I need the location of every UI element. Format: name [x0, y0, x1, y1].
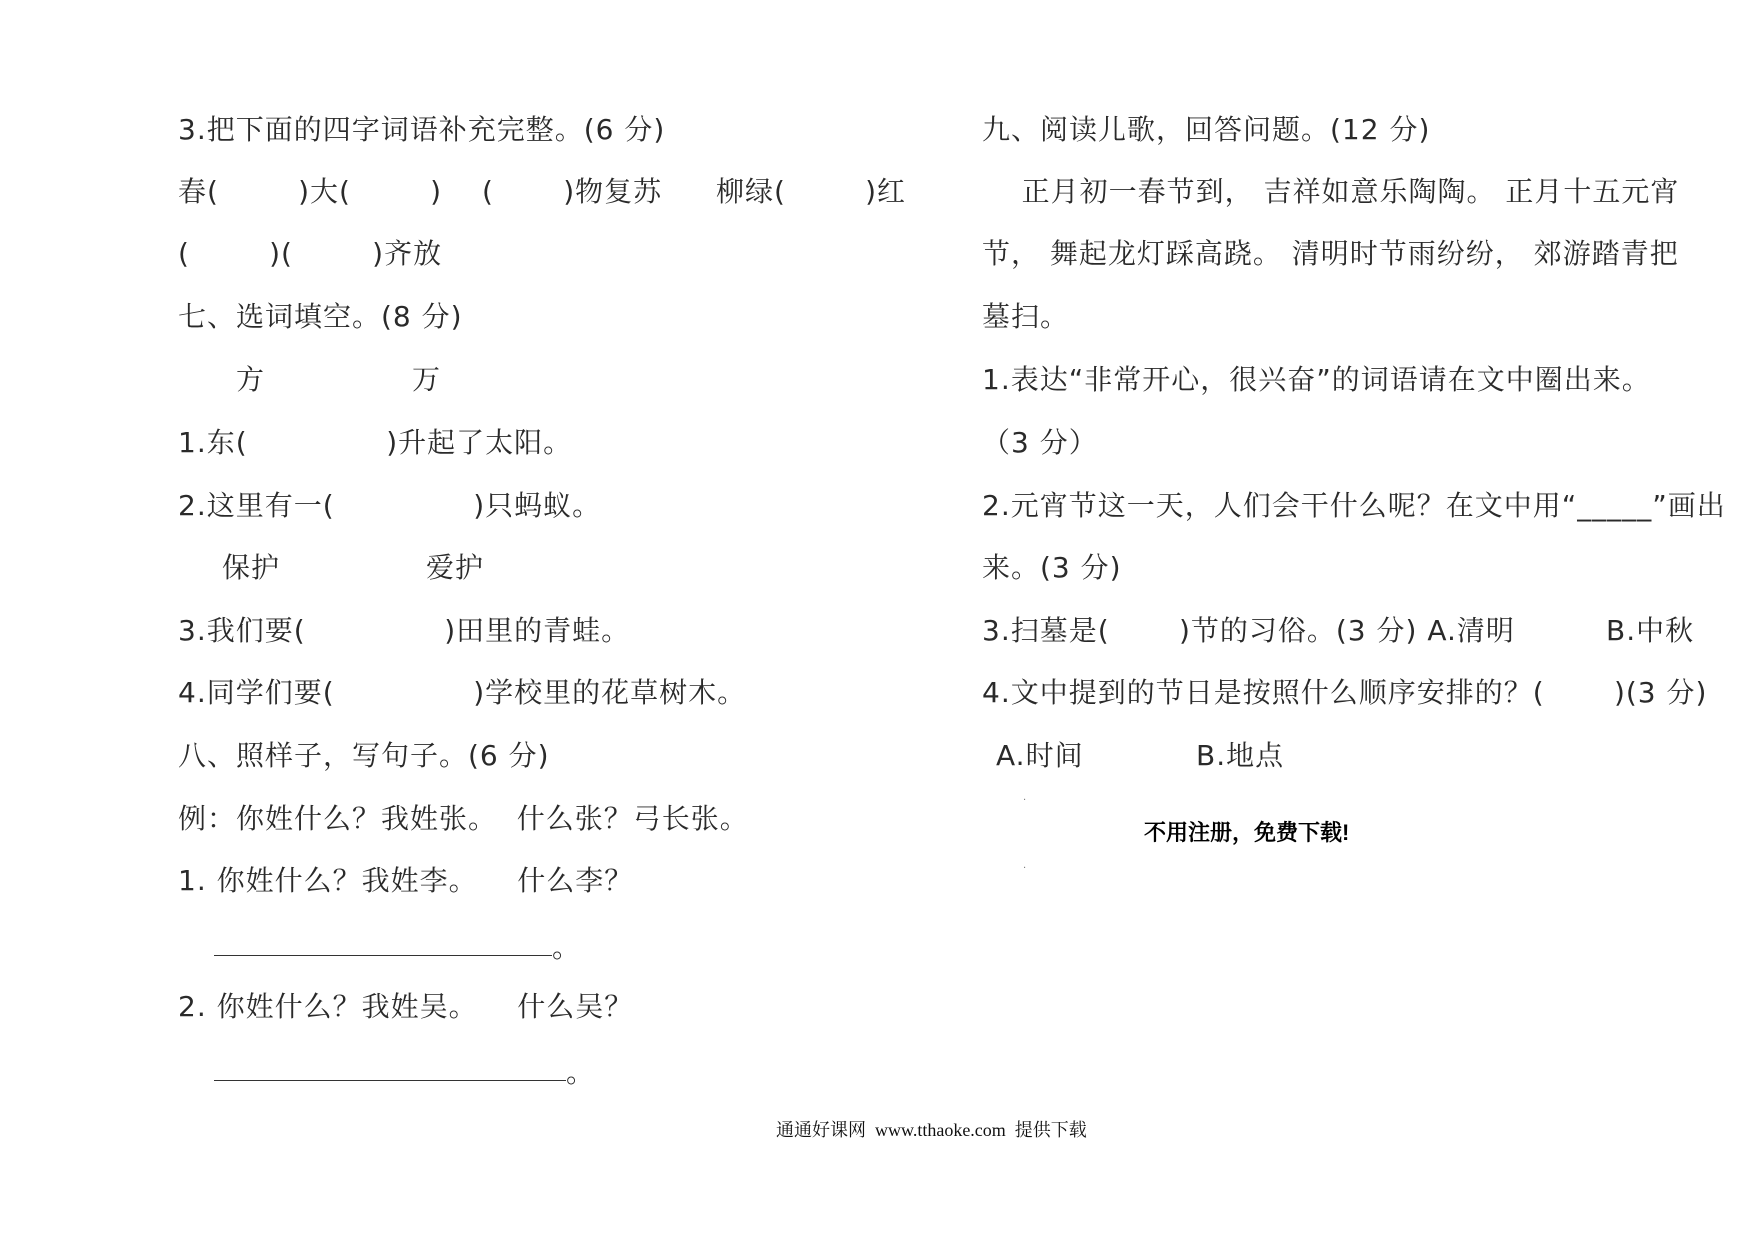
- scan-speck: ·: [1023, 795, 1027, 806]
- poem-line: 节， 舞起龙灯踩高跷。 清明时节雨纷纷， 郊游踏青把: [982, 237, 1679, 270]
- section9-option: A.时间: [996, 739, 1084, 772]
- q3-row1-item2: ( )物复苏: [482, 175, 663, 208]
- section7-word-option: 保护: [222, 551, 281, 584]
- section9-question: 2.元宵节这一天，人们会干什么呢？在文中用“_____”画出: [982, 489, 1726, 522]
- section9-question: 3.扫墓是( )节的习俗。(3 分) A.清明: [982, 614, 1515, 647]
- poem-line: 墓扫。: [982, 300, 1070, 333]
- section8-example: 例：你姓什么？我姓张。 什么张？弓长张。: [178, 802, 749, 835]
- section9-option: B.地点: [1196, 739, 1285, 772]
- answer-blank-period: 。: [552, 931, 582, 964]
- section7-question: 4.同学们要( )学校里的花草树木。: [178, 676, 747, 709]
- section9-question: 1.表达“非常开心，很兴奋”的词语请在文中圈出来。: [982, 363, 1651, 396]
- q3-row2: ( )( )齐放: [178, 237, 443, 270]
- section8-question: 2. 你姓什么？我姓吴。 什么吴？: [178, 990, 634, 1023]
- section7-question: 2.这里有一( )只蚂蚁。: [178, 489, 602, 522]
- page-footer: 通通好课网 www.tthaoke.com 提供下载: [776, 1120, 1087, 1140]
- section9-question-points: （3 分）: [982, 426, 1098, 459]
- download-notice: 不用注册，免费下载!: [1144, 820, 1350, 845]
- section7-question: 3.我们要( )田里的青蛙。: [178, 614, 631, 647]
- q3-row1-item1: 春( )大( ): [178, 175, 443, 208]
- section9-question-cont: 来。(3 分): [982, 551, 1122, 584]
- section9-title: 九、阅读儿歌，回答问题。(12 分): [982, 113, 1431, 146]
- section9-option: B.中秋: [1606, 614, 1695, 647]
- section7-title: 七、选词填空。(8 分): [178, 300, 463, 333]
- answer-blank-line[interactable]: [214, 955, 552, 956]
- section7-word-option: 万: [412, 363, 442, 396]
- section7-word-option: 方: [236, 363, 266, 396]
- section9-question: 4.文中提到的节日是按照什么顺序安排的？( )(3 分): [982, 676, 1708, 709]
- section7-word-option: 爱护: [426, 551, 485, 584]
- answer-blank-period: 。: [566, 1056, 596, 1089]
- q3-row1-item3: 柳绿( )红: [716, 175, 907, 208]
- section8-question: 1. 你姓什么？我姓李。 什么李？: [178, 864, 634, 897]
- scan-speck: ·: [1023, 863, 1027, 874]
- answer-blank-line[interactable]: [214, 1080, 566, 1081]
- section8-title: 八、照样子，写句子。(6 分): [178, 739, 550, 772]
- q3-title: 3.把下面的四字词语补充完整。(6 分): [178, 113, 666, 146]
- section7-question: 1.东( )升起了太阳。: [178, 426, 573, 459]
- poem-line: 正月初一春节到， 吉祥如意乐陶陶。 正月十五元宵: [982, 175, 1680, 208]
